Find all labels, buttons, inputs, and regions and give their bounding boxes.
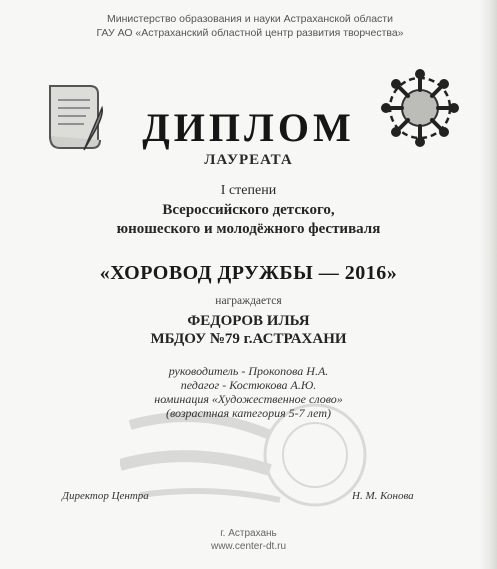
festival-name: «ХОРОВОД ДРУЖБЫ — 2016»	[99, 262, 398, 284]
diploma-subtitle: ЛАУРЕАТА	[204, 152, 293, 168]
teacher-line: педагог - Костюкова А.Ю.	[180, 378, 317, 392]
nomination-line: номинация «Художественное слово»	[154, 392, 343, 406]
diploma-title: ДИПЛОМ	[142, 105, 355, 150]
award-degree: I степени	[220, 183, 277, 198]
award-details	[0, 364, 497, 420]
awarded-label: награждается	[215, 295, 282, 307]
website-url: www.center-dt.ru	[210, 541, 287, 552]
director-name: Н. М. Конова	[352, 490, 414, 502]
age-group-line: (возрастная категория 5-7 лет)	[165, 406, 332, 420]
recipient-name: ФЕДОРОВ ИЛЬЯ	[187, 313, 310, 329]
issue-city: г. Астрахань	[220, 528, 277, 539]
director-title: Директор Центра	[62, 490, 149, 502]
recipient-organization: МБДОУ №79 г.АСТРАХАНИ	[150, 331, 347, 347]
recipient-block	[0, 312, 497, 348]
ministry-line: Министерство образования и науки Астраханской области	[107, 13, 393, 25]
festival-line-2: юношеского и молодёжного фестиваля	[116, 221, 381, 237]
issuer-header	[70, 12, 430, 40]
supervisor-line: руководитель - Прокопова Н.А.	[168, 364, 329, 378]
festival-description	[0, 201, 497, 239]
institution-line: ГАУ АО «Астраханский областной центр развития творчества»	[96, 27, 404, 39]
festival-line-1: Всероссийского детского,	[162, 202, 335, 218]
